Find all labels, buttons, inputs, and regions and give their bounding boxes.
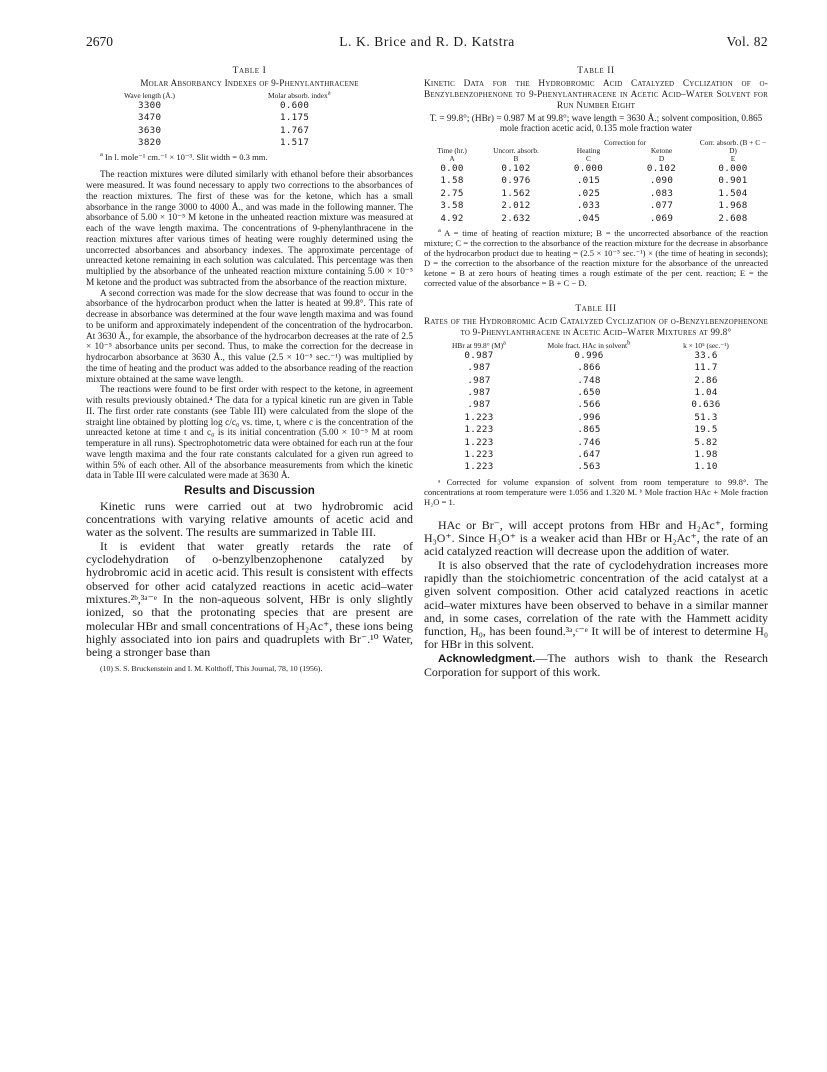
table2 xyxy=(424,139,768,225)
table-row xyxy=(424,437,768,449)
section-heading-results: Results and Discussion xyxy=(184,484,315,498)
table-row xyxy=(424,362,768,374)
table3-footnote: ᵃ Corrected for volume expansion of solvent from room temperature to 99.8°. The concentrations at room temperature were 1.056 and 1.320 M. ᵇ Mole fraction HAc + Mole fraction H₂O = 1. xyxy=(424,476,768,507)
right-body xyxy=(424,519,768,680)
table-row xyxy=(424,424,768,436)
table2-cell-a: 4.92 xyxy=(440,212,464,224)
table2-cell-e: 2.608 xyxy=(718,212,748,224)
table-row xyxy=(424,188,768,200)
table1-cell-absorb: 1.767 xyxy=(280,124,310,136)
table3-cell-k: 0.636 xyxy=(691,399,721,411)
table2-cell-b: 0.976 xyxy=(501,175,531,187)
table-row xyxy=(424,375,768,387)
table-row xyxy=(424,461,768,473)
left-column xyxy=(86,66,413,674)
table3-cell-hbr: .987 xyxy=(467,374,491,386)
table2-cell-a: 0.00 xyxy=(440,162,464,174)
results-body xyxy=(86,500,413,660)
table-row xyxy=(424,350,768,362)
table-row xyxy=(424,412,768,424)
results-paragraph-1: Kinetic runs were carried out at two hydrobromic acid concentrations with varying relative amounts of acetic acid and water as the solvent. The results are summarized in Table III. xyxy=(86,498,413,540)
table3-cell-mole-fraction: .865 xyxy=(577,424,601,436)
volume-number: Vol. 82 xyxy=(726,34,768,49)
table2-cell-d: .077 xyxy=(649,200,674,212)
table3-cell-mole-fraction: 0.996 xyxy=(574,349,604,361)
table3-cell-hbr: 1.223 xyxy=(464,461,494,473)
table1-cell-absorb: 0.600 xyxy=(280,99,310,111)
table3-cell-mole-fraction: .563 xyxy=(577,461,601,473)
table-row xyxy=(124,125,331,137)
table1-header-wavelength: Wave length (Å.) xyxy=(124,90,175,100)
right-paragraph-1: HAc or Br⁻, will accept protons from HBr and H₂Ac⁺, forming H₃O⁺. Since H₃O⁺ is a weaker acid than HBr or H₂Ac⁺, the rate of an acid catalyzed reaction will decrease upon the addition of water. xyxy=(424,517,768,559)
table3-cell-mole-fraction: .748 xyxy=(577,374,601,386)
table-row xyxy=(124,100,331,112)
table2-cell-e: 1.504 xyxy=(718,187,748,199)
table2-cell-a: 2.75 xyxy=(440,187,464,199)
table-row xyxy=(424,163,768,175)
table1-cell-wavelength: 3470 xyxy=(138,112,162,124)
table1-caption: Table I xyxy=(232,66,267,76)
table-row xyxy=(424,449,768,461)
table2-cell-c: .045 xyxy=(576,212,601,224)
table2-cell-c: .033 xyxy=(576,200,601,212)
table2-cell-a: 3.58 xyxy=(440,200,464,212)
table2-cell-c: .025 xyxy=(576,187,601,199)
table3-cell-k: 5.82 xyxy=(694,436,718,448)
table3-cell-k: 1.04 xyxy=(694,386,718,398)
left-paragraph-2: A second correction was made for the slow decrease that was found to occur in the absorbance of the hydrocarbon product when the latter is heated at 99.8°. This rate of decrease in absorbance was determined at the four wave length maxima and was found to be uniform and approximately independent of the concentration of the hydrocarbon. At 3630 Å., for example, the absorbance of the hydrocarbon decreases at the rate of 2.5 × 10⁻⁵ absorbance units per second. Thus, to make the correction for the decrease in hydrocarbon absorbance at 3630 Å., this value (2.5 × 10⁻⁵ sec.⁻¹) was multiplied by the time of heating and the product was added to the absorbance reading of the reaction mixture obtained at the same wave length. xyxy=(86,288,413,385)
table2-cell-c: 0.000 xyxy=(573,162,604,174)
table3-cell-k: 33.6 xyxy=(694,349,718,361)
reference-10: (10) S. S. Bruckenstein and I. M. Kolthoff, This Journal, 78, 10 (1956). xyxy=(100,664,323,674)
table2-conditions: T. = 99.8°; (HBr) = 0.987 M at 99.8°; wave length = 3630 Å.; solvent composition, 0.865 mole fraction acetic acid, 0.135 mole fraction water xyxy=(429,113,763,135)
table2-caption: Table II xyxy=(577,66,615,76)
table3-cell-mole-fraction: .996 xyxy=(577,411,601,423)
table-row xyxy=(424,213,768,225)
table2-cell-d: .069 xyxy=(649,212,674,224)
table2-cell-d: .090 xyxy=(649,175,674,187)
table1-cell-wavelength: 3300 xyxy=(138,99,162,111)
table2-cell-c: .015 xyxy=(576,175,601,187)
table1-cell-absorb: 1.517 xyxy=(280,136,310,148)
table2-cell-a: 1.58 xyxy=(440,175,464,187)
table1-cell-absorb: 1.175 xyxy=(280,112,310,124)
table3-cell-hbr: .987 xyxy=(467,399,491,411)
left-paragraph-1: The reaction mixtures were diluted similarly with ethanol before their absorbances were measured. It was found necessary to apply two corrections to the absorbances of the reaction mixtures. The first of these was for the ketone, which has a small absorbance in the range 3000 to 4000 Å., and was made in the following manner. The absorbance of 5.00 × 10⁻⁵ M ketone in the unheated reaction mixture was measured at each of the wave length maxima. The concentrations of 9-phenylanthracene in the reaction mixtures after various times of heating were roughly determined using the uncorrected absorbances and absorbancy indexes. The approximate percentage of unreacted ketone remaining in each solution was calculated. This percentage was then multiplied by the absorbance of the unheated reaction mixture containing 5.00 × 10⁻⁵ M ketone and the product was subtracted from the absorbance of the reaction mixture. xyxy=(86,170,413,288)
table2-cell-d: 0.102 xyxy=(646,162,677,174)
table3-cell-mole-fraction: .746 xyxy=(577,436,601,448)
table3-header-k: k × 10⁵ (sec.⁻¹) xyxy=(683,340,729,350)
table3-cell-k: 2.86 xyxy=(694,374,718,386)
table3-header-mole-fraction: Mole fract. HAc in solvent$^b$ xyxy=(547,339,631,350)
table3-cell-mole-fraction: .566 xyxy=(577,399,601,411)
table2-cell-e: 0.000 xyxy=(718,162,748,174)
acknowledgment-text: —The authors wish to thank the Research Corporation for support of this work. xyxy=(424,650,768,680)
table1-cell-wavelength: 3820 xyxy=(138,136,162,148)
table-row xyxy=(424,399,768,411)
table-row xyxy=(424,175,768,187)
table2-cell-b: 1.562 xyxy=(501,187,531,199)
left-paragraph-3: The reactions were found to be first order with respect to the ketone, in agreement with results previously obtained.⁴ The data for a typical kinetic run are given in Table II. The first order rate constants (see Table III) were calculated from the slope of the straight line obtained by plotting log c/c₀ vs. time, t, where c is the concentration of the unreacted ketone at time t and c₀ is its initial concentration (5.00 × 10⁻⁵ M at room temperature in all runs). Spectrophotometric data were obtained for each run at the four wave length maxima and the four rate constants calculated for a given run agreed to within 5% of each other. All of the absorbance measurements from which the kinetic data in Table III were calculated were made at 3630 Å. xyxy=(86,385,413,482)
page-number: 2670 xyxy=(86,34,113,49)
table1-header-absorb: Molar absorb. index$^a$ xyxy=(268,89,331,100)
acknowledgment xyxy=(424,652,768,680)
table3-cell-hbr: 0.987 xyxy=(464,349,494,361)
table2-cell-b: 2.012 xyxy=(501,200,531,212)
table2-cell-b: 2.632 xyxy=(501,212,531,224)
table1 xyxy=(124,89,331,150)
table3-cell-k: 19.5 xyxy=(694,424,718,436)
right-paragraph-2: It is also observed that the rate of cyclodehydration increases more rapidly than the stoichiometric concentration of the acid catalyst at a given solvent composition. Other acid catalyzed reactions in acetic acid–water mixtures have been observed to behave in a similar manner and, in some cases, correlation of the rate with the Hammett acidity function, H₀, has been found.³ᵃ,ᶜ⁻ᵉ It will be of interest to determine H₀ for HBr in this solvent. xyxy=(424,557,768,652)
table2-cell-d: .083 xyxy=(649,187,674,199)
table-row xyxy=(124,137,331,149)
table-row xyxy=(424,200,768,212)
table2-header-uncorr: Uncorr. absorb. B xyxy=(493,145,539,163)
table3-cell-hbr: 1.223 xyxy=(464,448,494,460)
table2-cell-e: 0.901 xyxy=(718,175,748,187)
table3-header-hbr: HBr at 99.8° $(M)^a$ xyxy=(452,339,506,350)
table3-cell-hbr: 1.223 xyxy=(464,411,494,423)
table1-title: Molar Absorbancy Indexes of 9-Phenylanthracene xyxy=(140,78,359,89)
table3-caption: Table III xyxy=(575,303,617,314)
table3-cell-hbr: .987 xyxy=(467,362,491,374)
table3-cell-hbr: 1.223 xyxy=(464,436,494,448)
table-row xyxy=(124,112,331,124)
table3-cell-hbr: 1.223 xyxy=(464,424,494,436)
right-column xyxy=(424,66,768,679)
table3-cell-k: 1.98 xyxy=(694,448,718,460)
table3-cell-mole-fraction: .866 xyxy=(577,362,601,374)
table1-cell-wavelength: 3630 xyxy=(138,124,162,136)
results-paragraph-2: It is evident that water greatly retards the rate of cyclodehydration of o-benzylbenzophenone catalyzed by hydrobromic acid in acetic acid. This result is consistent with effects observed for other acid catalyzed reactions in acetic acid–water mixtures.²ᵇ,³ᵃ⁻ᵉ In the non-aqueous solvent, HBr is only slightly ionized, so that the protonating species that are present are molecular HBr and small concentrations of H₂Ac⁺, these ions being highly associated into ion pairs and quadruplets with Br⁻.¹⁰ Water, being a stronger base than xyxy=(86,538,413,660)
table2-header-heating: Heating C xyxy=(576,145,601,163)
table2-footnote: $^a$ A = time of heating of reaction mixture; B = the uncorrected absorbance of the reaction mixture; C = the correction to the absorbance of the reaction mixture for the decrease in absorbance of the hydrocarbon product due to heating = (2.5 × 10⁻⁵ sec.⁻¹) × (the time of heating in seconds); D = the correction to the absorbance of the reaction mixture for the absorbance of the unreacted ketone = B at zero hours of heating times a rough estimate of the per cent. reaction; E = the corrected value of the absorbance = B + C − D. xyxy=(424,227,768,288)
table2-header-time: Time (hr.) A xyxy=(437,145,467,163)
table3-title: Rates of the Hydrobromic Acid Catalyzed Cyclization of o-Benzylbenzophenone to 9-Phenylanthracene in Acetic Acid–Water Mixtures at 99.8° xyxy=(424,316,768,338)
table3-cell-mole-fraction: .650 xyxy=(577,386,601,398)
table3-cell-k: 1.10 xyxy=(694,461,718,473)
table3 xyxy=(424,339,768,474)
running-header xyxy=(86,34,768,50)
table-row xyxy=(424,387,768,399)
table3-cell-hbr: .987 xyxy=(467,386,491,398)
table2-title: Kinetic Data for the Hydrobromic Acid Catalyzed Cyclization of o-Benzylbenzophenone to 9-Phenylanthracene in Acetic Acid–Water Solvent for Run Number Eight xyxy=(424,78,768,111)
table3-cell-k: 11.7 xyxy=(694,362,718,374)
table2-header-corr: Corr. absorb. (B + C − D) E xyxy=(699,137,767,163)
running-authors: L. K. Brice and R. D. Katstra xyxy=(339,34,515,49)
table2-cell-b: 0.102 xyxy=(501,162,531,174)
table2-cell-e: 1.968 xyxy=(718,200,748,212)
table3-cell-k: 51.3 xyxy=(694,411,718,423)
table1-footnote: $^a$ In l. mole⁻¹ cm.⁻¹ × 10⁻³. Slit width = 0.3 mm. xyxy=(100,151,268,163)
table2-header-correction: Correction for xyxy=(603,137,647,147)
table2-header-ketone: Ketone D xyxy=(650,145,673,163)
table3-cell-mole-fraction: .647 xyxy=(577,448,601,460)
acknowledgment-heading: Acknowledgment. xyxy=(438,652,536,665)
